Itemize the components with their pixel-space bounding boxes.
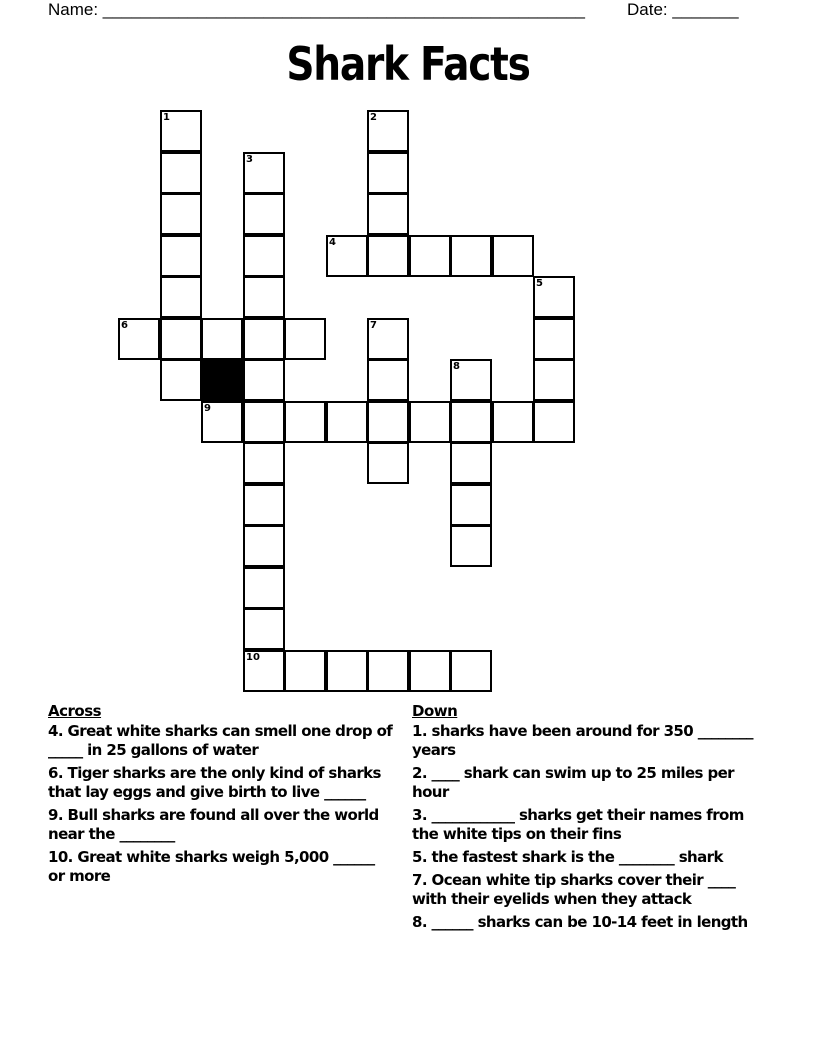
clue-number: 9. — [48, 806, 63, 824]
crossword-cell[interactable] — [201, 318, 243, 360]
crossword-cell[interactable] — [367, 110, 409, 152]
crossword-cell[interactable] — [533, 401, 575, 443]
clue-text: Great white sharks can smell one drop of _____ in 25 gallons of water — [48, 722, 393, 759]
crossword-cell[interactable] — [243, 318, 285, 360]
clue-number: 3. — [412, 806, 427, 824]
crossword-cell[interactable] — [367, 152, 409, 194]
crossword-cell[interactable] — [243, 608, 285, 650]
across-clue — [48, 848, 393, 886]
crossword-cell[interactable] — [160, 276, 202, 318]
down-clue-list — [412, 722, 757, 932]
crossword-cell[interactable] — [533, 359, 575, 401]
clue-text: Ocean white tip sharks cover their ____ with their eyelids when they attack — [412, 871, 736, 908]
crossword-cell[interactable] — [160, 235, 202, 277]
clue-number: 8 — [453, 361, 460, 372]
down-clue — [412, 722, 757, 760]
across-clues — [48, 700, 393, 890]
crossword-cell[interactable] — [367, 442, 409, 484]
clue-number: 2. — [412, 764, 427, 782]
clue-number: 5. — [412, 848, 427, 866]
crossword-cell[interactable] — [450, 401, 492, 443]
crossword-cell[interactable] — [284, 318, 326, 360]
clue-text: Tiger sharks are the only kind of sharks that lay eggs and give birth to live ______ — [48, 764, 381, 801]
crossword-cell[interactable] — [367, 318, 409, 360]
crossword-cell[interactable] — [367, 401, 409, 443]
crossword-cell[interactable] — [533, 318, 575, 360]
across-clue — [48, 764, 393, 802]
crossword-cell[interactable] — [450, 525, 492, 567]
crossword-cell[interactable] — [326, 650, 368, 692]
across-clue — [48, 806, 393, 844]
clue-text: the fastest shark is the ________ shark — [426, 848, 723, 866]
crossword-cell[interactable] — [243, 525, 285, 567]
down-clue — [412, 848, 757, 867]
clue-number: 10. — [48, 848, 73, 866]
date-field-label: Date: _______ — [627, 0, 739, 19]
clue-number: 6 — [121, 320, 128, 331]
down-clues — [412, 700, 757, 936]
down-clue — [412, 806, 757, 844]
crossword-cell[interactable] — [243, 484, 285, 526]
crossword-cell[interactable] — [243, 276, 285, 318]
crossword-cell[interactable] — [450, 235, 492, 277]
clue-number: 6. — [48, 764, 63, 782]
clue-number: 7 — [370, 320, 377, 331]
clue-number: 9 — [204, 403, 211, 414]
name-field-label: Name: ___________________________________________________ — [48, 0, 585, 19]
clue-text: Bull sharks are found all over the world near the ________ — [48, 806, 379, 843]
clue-text: ____________ sharks get their names from the white tips on their fins — [412, 806, 744, 843]
across-clue-list — [48, 722, 393, 886]
clue-number: 8. — [412, 913, 427, 931]
clue-number: 5 — [536, 278, 543, 289]
crossword-cell[interactable] — [118, 318, 160, 360]
down-clue — [412, 764, 757, 802]
crossword-cell[interactable] — [160, 193, 202, 235]
crossword-black-square — [201, 359, 243, 401]
crossword-cell[interactable] — [160, 318, 202, 360]
clue-number: 2 — [370, 112, 377, 123]
crossword-cell[interactable] — [367, 359, 409, 401]
crossword-cell[interactable] — [367, 650, 409, 692]
page-title: Shark Facts — [286, 37, 530, 91]
clue-number: 4. — [48, 722, 63, 740]
crossword-cell[interactable] — [450, 359, 492, 401]
crossword-cell[interactable] — [492, 235, 534, 277]
crossword-cell[interactable] — [450, 484, 492, 526]
crossword-cell[interactable] — [533, 276, 575, 318]
crossword-cell[interactable] — [326, 235, 368, 277]
across-clue — [48, 722, 393, 760]
crossword-cell[interactable] — [243, 401, 285, 443]
crossword-cell[interactable] — [492, 401, 534, 443]
clue-number: 4 — [329, 237, 336, 248]
crossword-cell[interactable] — [201, 401, 243, 443]
crossword-cell[interactable] — [160, 152, 202, 194]
down-clue — [412, 871, 757, 909]
crossword-cell[interactable] — [409, 401, 451, 443]
clue-number: 1 — [163, 112, 170, 123]
clue-text: sharks have been around for 350 ________ years — [412, 722, 753, 759]
crossword-cell[interactable] — [284, 650, 326, 692]
crossword-cell[interactable] — [160, 110, 202, 152]
clue-text: ______ sharks can be 10-14 feet in length — [426, 913, 748, 931]
down-clue — [412, 913, 757, 932]
clue-number: 7. — [412, 871, 427, 889]
clue-number: 3 — [246, 154, 253, 165]
crossword-cell[interactable] — [284, 401, 326, 443]
clue-number: 10 — [246, 652, 260, 663]
crossword-cell[interactable] — [243, 567, 285, 609]
crossword-cell[interactable] — [409, 650, 451, 692]
clue-text: ____ shark can swim up to 25 miles per hour — [412, 764, 734, 801]
crossword-cell[interactable] — [243, 152, 285, 194]
crossword-cell[interactable] — [243, 193, 285, 235]
down-heading: Down — [412, 702, 458, 720]
clue-text: Great white sharks weigh 5,000 ______ or more — [48, 848, 375, 885]
crossword-cell[interactable] — [367, 235, 409, 277]
across-heading: Across — [48, 702, 102, 720]
clue-number: 1. — [412, 722, 427, 740]
crossword-cell[interactable] — [243, 650, 285, 692]
crossword-cell[interactable] — [243, 359, 285, 401]
crossword-cell[interactable] — [326, 401, 368, 443]
crossword-cell[interactable] — [450, 650, 492, 692]
crossword-cell[interactable] — [243, 442, 285, 484]
crossword-cell[interactable] — [450, 442, 492, 484]
crossword-cell[interactable] — [243, 235, 285, 277]
crossword-cell[interactable] — [367, 193, 409, 235]
crossword-cell[interactable] — [160, 359, 202, 401]
crossword-cell[interactable] — [409, 235, 451, 277]
